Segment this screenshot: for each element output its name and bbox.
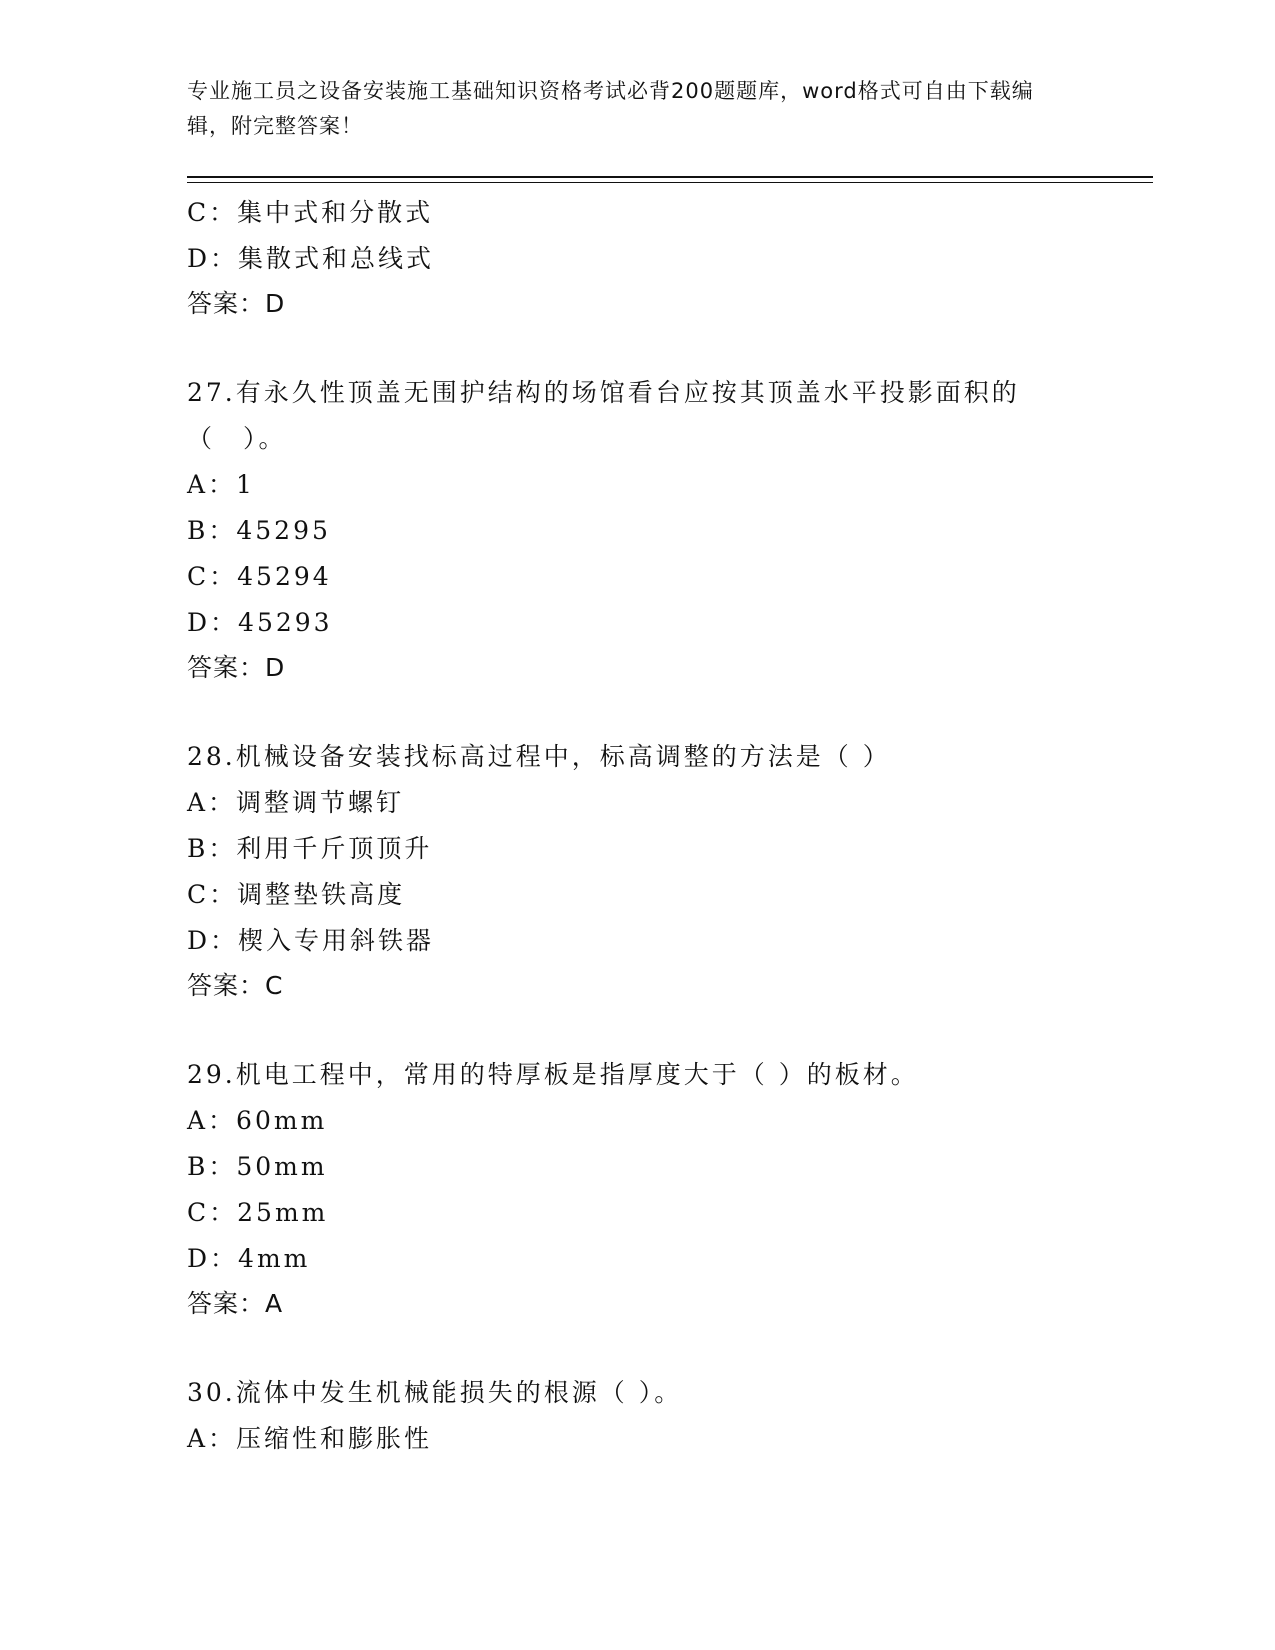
option-b: B：50mm [187,1152,328,1181]
document-header: 专业施工员之设备安装施工基础知识资格考试必背200题题库，word格式可自由下载编辑，附完整答案！ [187,79,1034,138]
option-d: D：45293 [187,608,333,637]
header-divider-thin [187,182,1153,183]
option-d: D：集散式和总线式 [187,244,435,273]
header-divider-thick [187,176,1153,178]
question-27 [187,370,1107,690]
option-b: B：利用千斤顶顶升 [187,834,433,863]
option-d: D：4mm [187,1244,311,1273]
answer-line: 答案：A [187,1289,284,1318]
question-stem: 27.有永久性顶盖无围护结构的场馆看台应按其顶盖水平投影面积的（ ）。 [187,378,1020,453]
question-stem: 30.流体中发生机械能损失的根源（ ）。 [187,1378,683,1407]
question-30 [187,1370,1107,1462]
option-b: B：45295 [187,516,331,545]
continued-question [187,190,1107,326]
option-c: C：45294 [187,562,332,591]
answer-line: 答案：C [187,971,284,1000]
question-29 [187,1052,1107,1326]
question-list [187,190,1107,1462]
question-stem: 29.机电工程中，常用的特厚板是指厚度大于（ ）的板材。 [187,1060,919,1089]
option-d: D：楔入专用斜铁器 [187,926,435,955]
question-28 [187,734,1107,1008]
option-a: A：60mm [187,1106,328,1135]
option-a: A：调整调节螺钉 [187,788,405,817]
option-c: C：25mm [187,1198,329,1227]
answer-line: 答案：D [187,653,286,682]
option-a: A：1 [187,470,255,499]
option-c: C：集中式和分散式 [187,198,434,227]
option-a: A：压缩性和膨胀性 [187,1424,433,1453]
option-c: C：调整垫铁高度 [187,880,406,909]
answer-line: 答案：D [187,289,286,318]
question-stem: 28.机械设备安装找标高过程中，标高调整的方法是（ ） [187,742,891,771]
